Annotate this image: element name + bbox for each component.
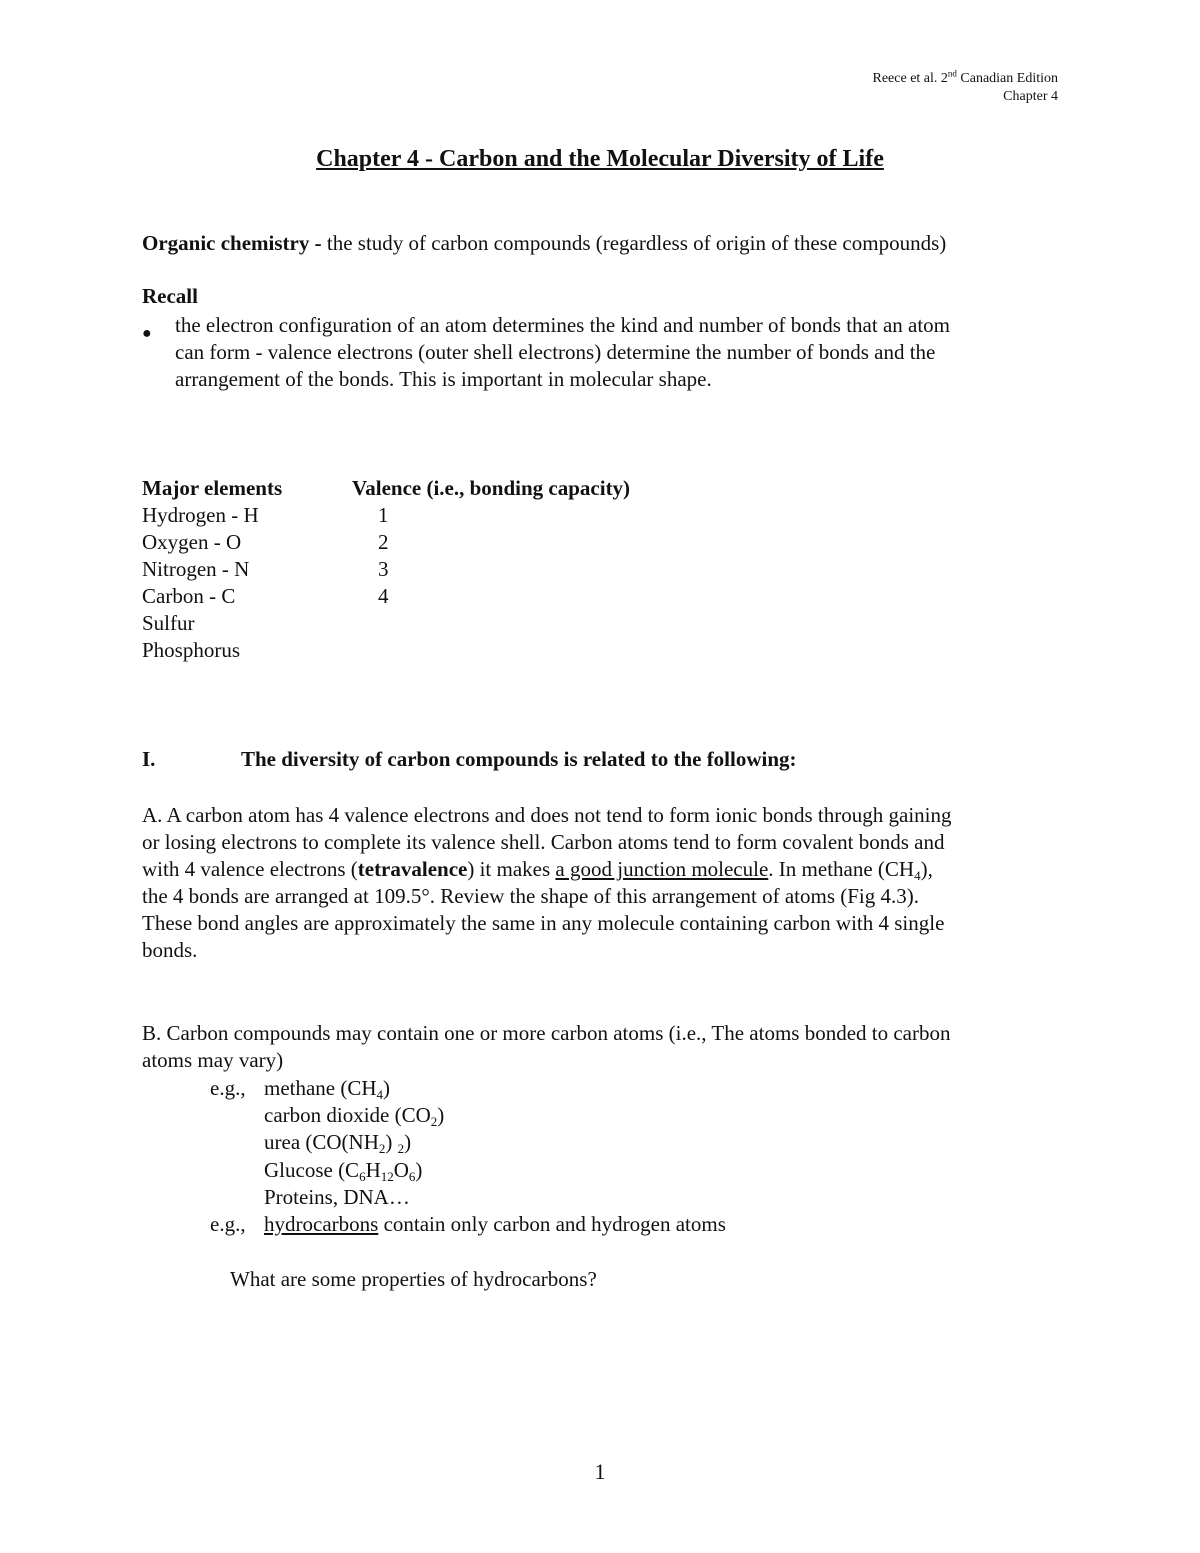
organic-chemistry-term: Organic chemistry - <box>142 231 327 255</box>
tetravalence-term: tetravalence <box>357 857 468 881</box>
paragraph-a: A. A carbon atom has 4 valence electrons and does not tend to form ionic bonds through gaining or losing electrons to complete its valence shell. Carbon atoms tend to form covalent bonds and with 4 valence electrons (tetravalence) it makes a good junction molecule. In methane $(CH_4)$, the 4 bonds are arranged at 109.5°. Review the shape of this arrangement of atoms (Fig 4.3). These bond angles are approximately the same in any molecule containing carbon with 4 single bonds. <box>142 803 952 962</box>
page-title: Chapter 4 - Carbon and the Molecular Diversity of Life <box>316 146 884 172</box>
column-header-valence: Valence (i.e., bonding capacity) <box>352 476 631 500</box>
junction-molecule-emphasis: a good junction molecule <box>555 857 769 881</box>
recall-bullet-text: the electron configuration of an atom determines the kind and number of bonds that an atom can form - valence electrons (outer shell electrons) determine the number of bonds and the arrangement of the bonds. This is important in molecular shape. <box>175 313 951 391</box>
hydrocarbons-question: What are some properties of hydrocarbons? <box>230 1267 597 1291</box>
example-methane: methane $(CH_4)$ <box>264 1076 391 1102</box>
header-edition: Reece et al. 2nd Canadian Edition <box>872 68 1058 86</box>
section-title: The diversity of carbon compounds is related to the following: <box>241 747 797 771</box>
example-label-2: e.g., <box>210 1212 246 1236</box>
example-glucose: Glucose $(C_6H_{12}O_6)$ <box>264 1158 423 1184</box>
running-header <box>873 70 1059 106</box>
hydrocarbons-line: hydrocarbons contain only carbon and hydrogen atoms <box>264 1212 726 1236</box>
example-carbon-dioxide: carbon dioxide $(CO_2)$ <box>264 1103 445 1129</box>
paragraph-b: B. Carbon compounds may contain one or more carbon atoms (i.e., The atoms bonded to carbon atoms may vary) <box>142 1021 951 1072</box>
organic-chemistry-text: the study of carbon compounds (regardless of origin of these compounds) <box>326 231 947 255</box>
column-header-elements: Major elements <box>142 476 283 500</box>
example-urea: urea ($CO(NH_2)$ $_2$) <box>264 1130 412 1156</box>
example-label: e.g., <box>210 1076 246 1100</box>
example-proteins-dna: Proteins, DNA… <box>264 1185 410 1209</box>
organic-chemistry-definition <box>142 230 946 257</box>
recall-heading: Recall <box>142 284 198 308</box>
document-page: Reece et al. 2nd Canadian Edition Chapter 4 Chapter 4 - Carbon and the Molecular Diversity of Life Organic chemistry - the study of carbon compounds (regardless of origin of these compounds) Recall ● the electron configuration of an atom determines the kind and number of bonds that an atom can form - valence electrons (outer shell electrons) determine the number of bonds and the arrangement of the bonds. This is important in molecular shape. Major elements Valence (i.e., bonding capacity) Hydrogen - H 1 Oxygen - O 2 Nitrogen - N 3 Carbon - C 4 Sulfur Phosphorus I. The diversity of carbon compounds is related to the following: A. A carbon atom has 4 valence electrons and does not tend to form ionic bonds through gaining or losing electrons to complete its valence shell. Carbon atoms tend to form covalent bonds and with 4 valence electrons (tetravalence) it makes a good junction molecule. In methane $(CH_4)$, the 4 bonds are arranged at 109.5°. Review the shape of this arrangement of atoms (Fig 4.3). These bond angles are approximately the same in any molecule containing carbon with 4 single bonds. B. Carbon compounds may contain one or more carbon atoms (i.e., The atoms bonded to carbon atoms may vary) e.g., methane $(CH_4)$ carbon dioxide $(CO_2)$ urea ($CO(NH_2)$ $_2$) Glucose $(C_6H_{12}O_6)$ Proteins, DNA… e.g., hydrocarbons contain only carbon and hydrogen atoms What are some properties of hydrocarbons? 1 <box>0 0 1200 1553</box>
hydrocarbons-term: hydrocarbons <box>264 1212 379 1236</box>
page-number: 1 <box>594 1459 606 1484</box>
section-number: I. <box>142 747 156 771</box>
bullet-icon: ● <box>142 325 152 342</box>
header-chapter: Chapter 4 <box>1003 89 1058 104</box>
